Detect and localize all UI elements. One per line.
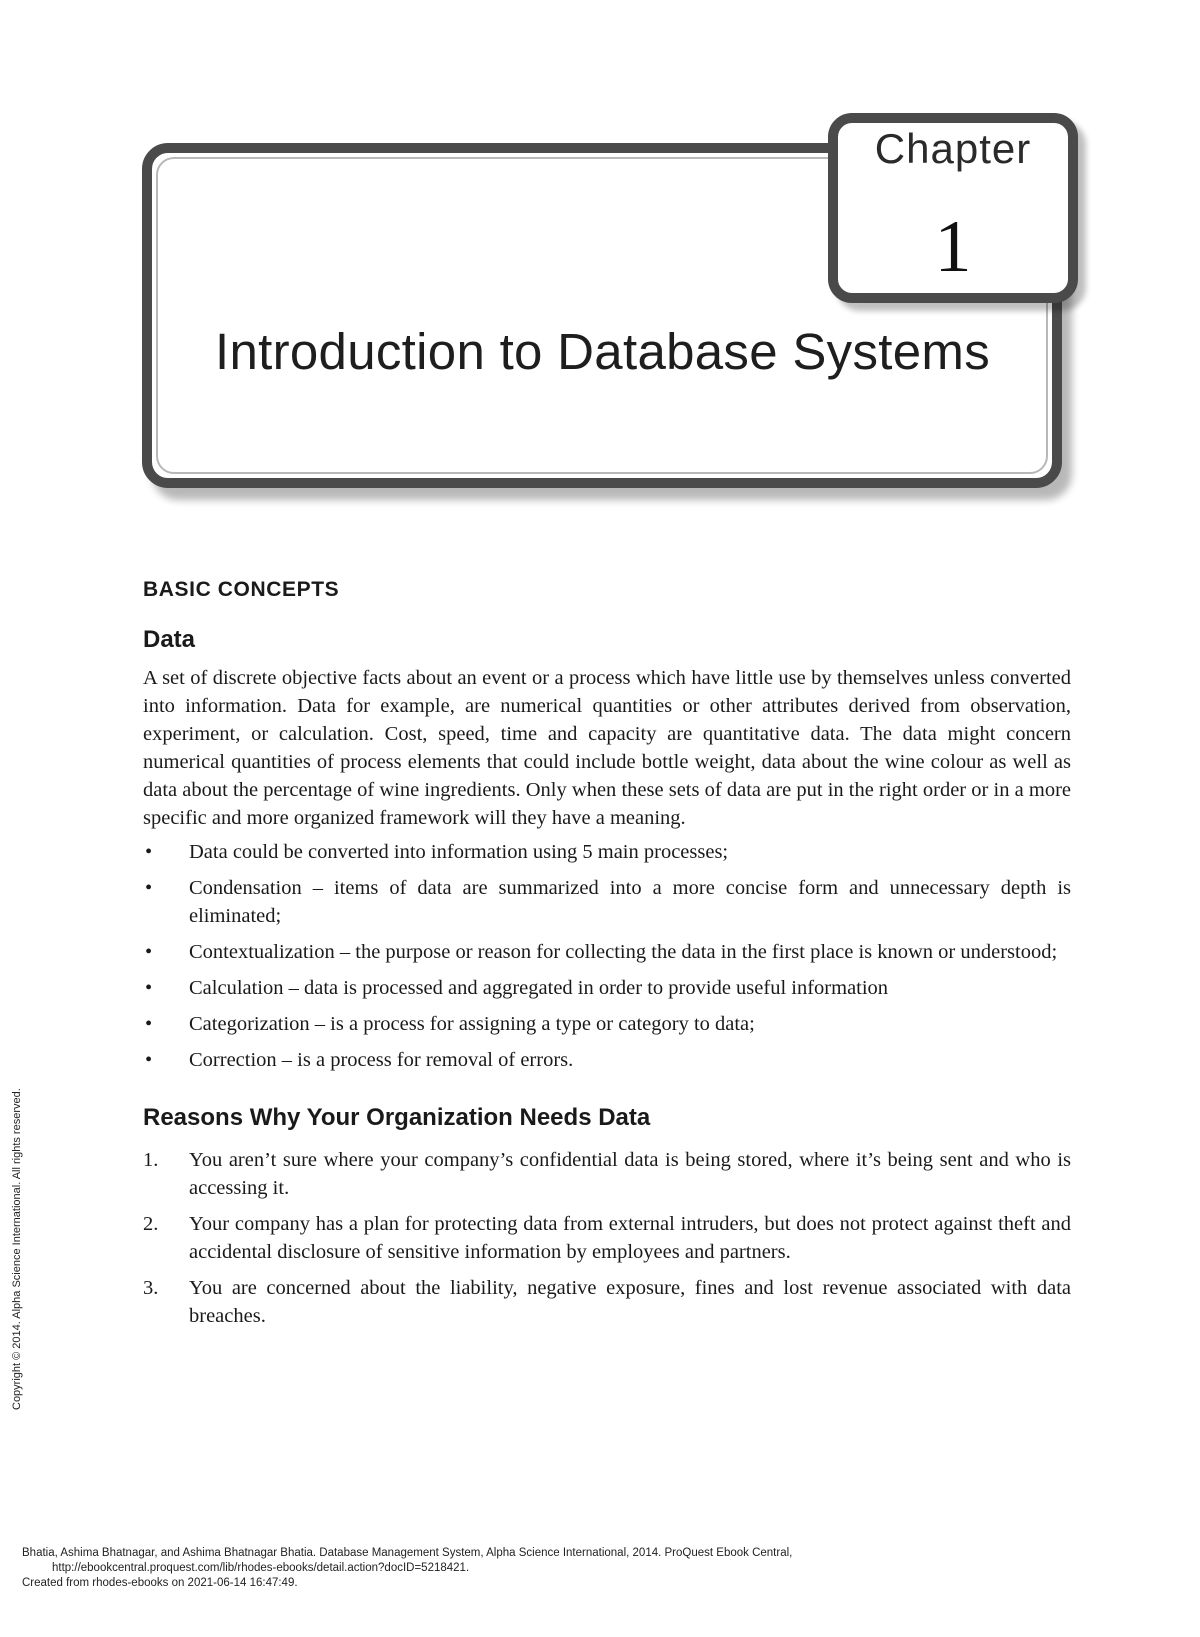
process-bullet-list <box>143 838 1071 1074</box>
chapter-tab <box>828 113 1078 303</box>
page-content <box>143 578 1071 1338</box>
list-item <box>143 874 1071 930</box>
footer-citation <box>22 1546 792 1591</box>
list-number: 3. <box>143 1277 159 1299</box>
chapter-label: Chapter <box>874 125 1032 172</box>
chapter-number: 1 <box>934 206 972 288</box>
side-copyright-notice: Copyright © 2014. Alpha Science International. All rights reserved. <box>11 1088 23 1410</box>
list-item <box>143 1274 1071 1330</box>
bullet-marker: • <box>145 977 153 999</box>
bullet-marker: • <box>145 1013 153 1035</box>
list-item-text: Condensation – items of data are summarized into a more concise form and unnecessary depth is eliminated; <box>189 877 1071 927</box>
sub-heading-reasons: Reasons Why Your Organization Needs Data <box>143 1104 651 1131</box>
list-item <box>143 1046 1071 1074</box>
list-item-text: Calculation – data is processed and aggregated in order to provide useful information <box>189 977 889 999</box>
data-paragraph: A set of discrete objective facts about an event or a process which have little use by themselves unless converted into information. Data for example, are numerical quantities or other attributes derived from observation, experiment, or calculation. Cost, speed, time and capacity are quantitative data. The data might concern numerical quantities of process elements that could include bottle weight, data about the wine colour as well as data about the percentage of wine ingredients. Only when these sets of data are put in the right order or in a more specific and more organized framework will they have a meaning. <box>143 667 1071 829</box>
list-item <box>143 1210 1071 1266</box>
bullet-marker: • <box>145 1049 153 1071</box>
sub-heading-data: Data <box>143 626 196 653</box>
list-item-text: You are concerned about the liability, negative exposure, fines and lost revenue associated with data breaches. <box>189 1277 1071 1327</box>
reasons-numbered-list <box>143 1146 1071 1330</box>
list-number: 1. <box>143 1149 159 1171</box>
list-item <box>143 974 1071 1002</box>
list-item-text: You aren’t sure where your company’s confidential data is being stored, where it’s being sent and who is accessing it. <box>189 1149 1071 1199</box>
list-item <box>143 838 1071 866</box>
list-item <box>143 1146 1071 1202</box>
list-item-text: Contextualization – the purpose or reason for collecting the data in the first place is known or understood; <box>189 941 1058 963</box>
footer-citation-line: Bhatia, Ashima Bhatnagar, and Ashima Bhatnagar Bhatia. Database Management System, Alpha Science International, 2014. ProQuest Ebook Central, <box>22 1547 793 1559</box>
bullet-marker: • <box>145 877 153 899</box>
chapter-title: Introduction to Database Systems <box>215 323 990 380</box>
list-item-text: Correction – is a process for removal of errors. <box>189 1049 574 1071</box>
list-item <box>143 1010 1071 1038</box>
list-item-text: Categorization – is a process for assigning a type or category to data; <box>189 1013 755 1035</box>
bullet-marker: • <box>145 941 153 963</box>
list-item-text: Data could be converted into information using 5 main processes; <box>189 841 729 863</box>
footer-citation-link[interactable]: http://ebookcentral.proquest.com/lib/rhodes-ebooks/detail.action?docID=5218421. <box>52 1562 470 1574</box>
bullet-marker: • <box>145 841 153 863</box>
list-item-text: Your company has a plan for protecting data from external intruders, but does not protect against theft and accidental disclosure of sensitive information by employees and partners. <box>189 1213 1071 1263</box>
footer-created-line: Created from rhodes-ebooks on 2021-06-14 16:47:49. <box>22 1577 298 1589</box>
list-number: 2. <box>143 1213 159 1235</box>
list-item <box>143 938 1071 966</box>
section-heading-basic-concepts: BASIC CONCEPTS <box>143 578 340 601</box>
